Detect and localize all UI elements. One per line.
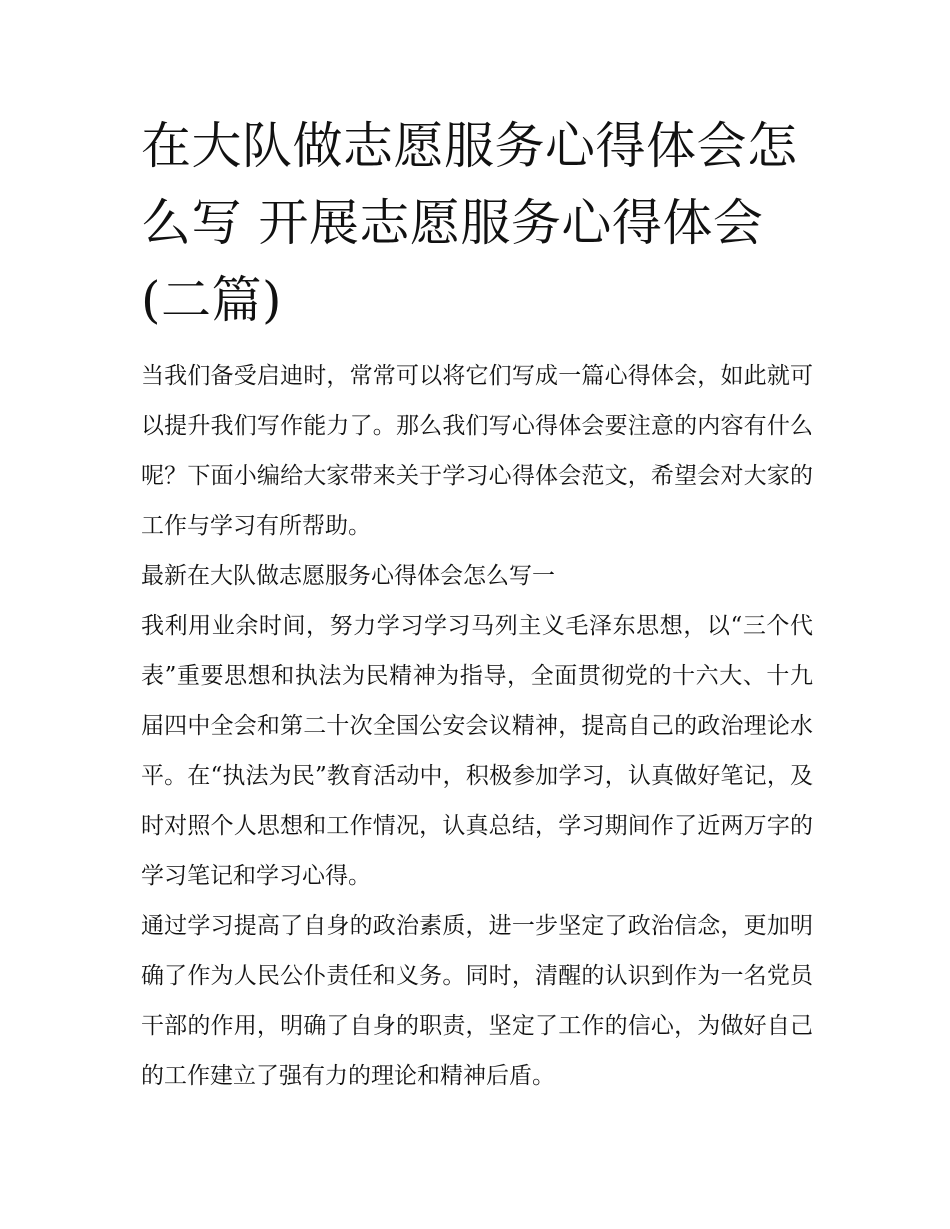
title-line: 在大队做志愿服务心得体会怎 xyxy=(141,117,798,175)
body-paragraph: 我利用业余时间，努力学习学习马列主义毛泽东思想，以“三个代表”重要思想和执法为民精神为指导，全面贯彻党的十六大、十九届四中全会和第二十次全国公安会议精神，提高自己的政治理论水平。在“执法为民”教育活动中，积极参加学习，认真做好笔记，及时对照个人思想和工作情况，认真总结，学习期间作了近两万字的学习笔记和学习心得。 xyxy=(141,613,813,889)
document-body xyxy=(141,351,813,1101)
title-line: 么写 开展志愿服务心得体会 xyxy=(141,194,764,252)
intro-paragraph: 当我们备受启迪时，常常可以将它们写成一篇心得体会，如此就可以提升我们写作能力了。那么我们写心得体会要注意的内容有什么呢？下面小编给大家带来关于学习心得体会范文，希望会对大家的工作与学习有所帮助。 xyxy=(141,363,813,539)
title-line: (二篇) xyxy=(141,271,283,329)
section-heading: 最新在大队做志愿服务心得体会怎么写一 xyxy=(141,563,555,589)
body-paragraph: 通过学习提高了自身的政治素质，进一步坚定了政治信念，更加明确了作为人民公仆责任和义务。同时，清醒的认识到作为一名党员干部的作用，明确了自身的职责，坚定了工作的信心，为做好自己的工作建立了强有力的理论和精神后盾。 xyxy=(141,913,813,1089)
document-content xyxy=(141,108,813,1101)
document-title xyxy=(141,108,813,339)
